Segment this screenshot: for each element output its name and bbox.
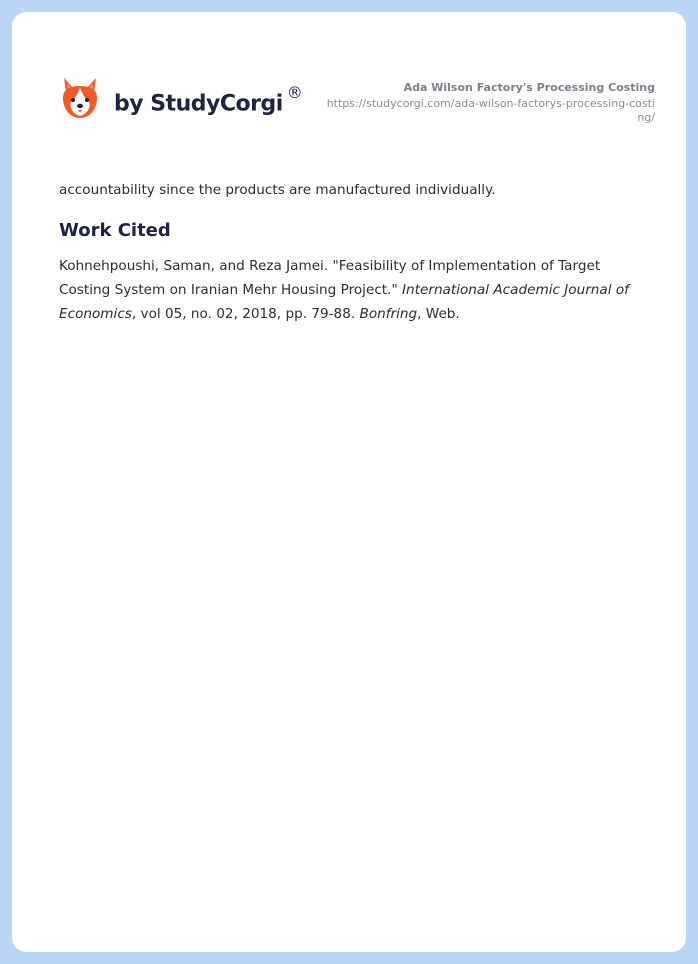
citation-medium: , Web.: [417, 306, 460, 322]
studycorgi-logo[interactable]: [60, 76, 302, 120]
document-content: [59, 178, 654, 326]
citation-authors-title: Kohnehpoushi, Saman, and Reza Jamei. "Feasibility of Implementation of Target Costing System on Iranian Mehr Housing Project.": [59, 258, 601, 298]
document-title: Ada Wilson Factory's Processing Costing: [403, 81, 655, 94]
citation-entry: [59, 254, 654, 326]
document-meta: [325, 80, 655, 125]
citation-journal: International Academic Journal of Economics: [59, 282, 629, 322]
document-url[interactable]: https://studycorgi.com/ada-wilson-factorys-processing-costing/: [326, 97, 655, 124]
works-cited-heading: Work Cited: [59, 220, 171, 241]
corgi-logo-icon: [60, 76, 100, 120]
brand-name: by StudyCorgi ®: [114, 83, 303, 117]
body-paragraph: accountability since the products are manufactured individually.: [59, 182, 496, 198]
citation-details: , vol 05, no. 02, 2018, pp. 79-88.: [131, 306, 360, 322]
citation-publisher: Bonfring: [359, 306, 418, 322]
document-page: [12, 12, 686, 952]
registered-mark: ®: [286, 83, 303, 103]
